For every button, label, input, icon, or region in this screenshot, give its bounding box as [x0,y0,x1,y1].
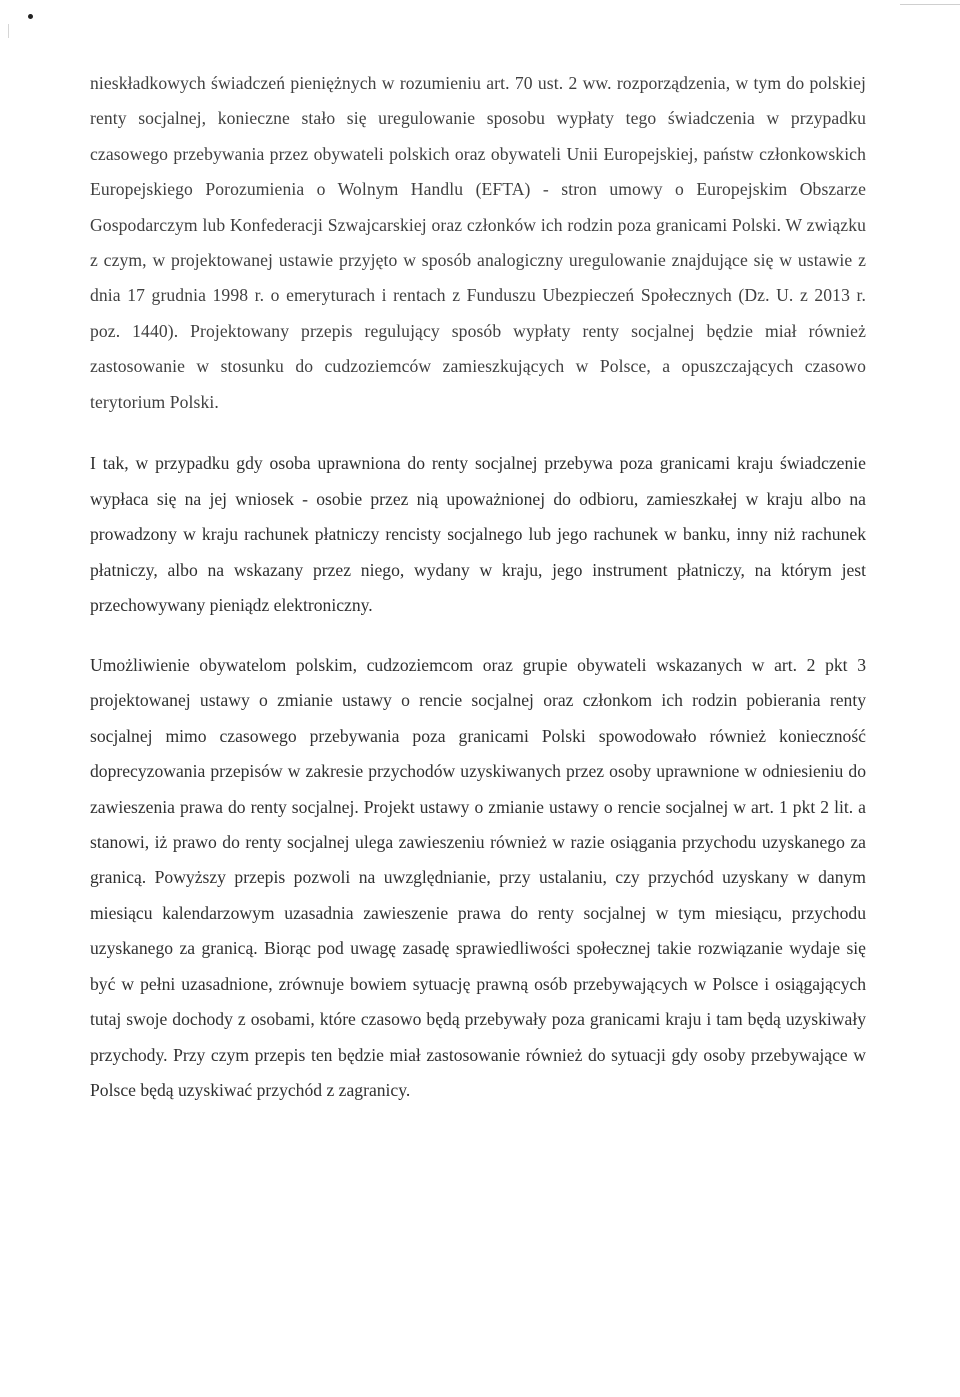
paragraph-3: Umożliwienie obywatelom polskim, cudzoziemcom oraz grupie obywateli wskazanych w art. 2 pkt 3 projektowanej ustawy o zmianie ustawy o rencie socjalnej oraz członkom ich rodzin pobierania renty socjalnej mimo czasowego przebywania poza granicami Polski spowodowało również konieczność doprecyzowania przepisów w zakresie przychodów uzyskiwanych przez osoby uprawnione w odniesieniu do zawieszenia prawa do renty socjalnej. Projekt ustawy o zmianie ustawy o rencie socjalnej w art. 1 pkt 2 lit. a stanowi, iż prawo do renty socjalnej ulega zawieszeniu również w razie osiągania przychodu uzyskanego za granicą. Powyższy przepis pozwoli na uwzględnianie, przy ustalaniu, czy przychód uzyskany w danym miesiącu kalendarzowym uzasadnia zawieszenie prawa do renty socjalnej w tym miesiącu, przychodu uzyskanego za granicą. Biorąc pod uwagę zasadę sprawiedliwości społecznej takie rozwiązanie wydaje się być w pełni uzasadnione, zrównuje bowiem sytuację prawną osób przebywających w Polsce i osiągających tutaj swoje dochody z osobami, które czasowo będą przebywały poza granicami kraju i tam będą uzyskiwały przychody. Przy czym przepis ten będzie miał zastosowanie również do sytuacji gdy osoby przebywające w Polsce będą uzyskiwać przychód z zagranicy. [90,655,866,1100]
paragraph-2: I tak, w przypadku gdy osoba uprawniona do renty socjalnej przebywa poza granicami kraju świadczenie wypłaca się na jej wniosek - osobie przez nią upoważnionej do odbioru, zamieszkałej w kraju albo na prowadzony w kraju rachunek płatniczy rencisty socjalnego lub jego rachunek w banku, inny niż rachunek płatniczy, albo na wskazany przez niego, wydany w kraju, jego instrument płatniczy, na którym jest przechowywany pieniądz elektroniczny. [90,453,866,616]
scan-mark-tick [8,24,9,38]
paragraph-1: nieskładkowych świadczeń pieniężnych w rozumieniu art. 70 ust. 2 ww. rozporządzenia, w tym do polskiej renty socjalnej, konieczne stało się uregulowanie sposobu wypłaty tego świadczenia w przypadku czasowego przebywania przez obywateli polskich oraz obywateli Unii Europejskiej, państw członkowskich Europejskiego Porozumienia o Wolnym Handlu (EFTA) - stron umowy o Europejskim Obszarze Gospodarczym lub Konfederacji Szwajcarskiej oraz członków ich rodzin poza granicami Polski. W związku z czym, w projektowanej ustawie przyjęto w sposób analogiczny uregulowanie znajdujące się w ustawie z dnia 17 grudnia 1998 r. o emeryturach i rentach z Funduszu Ubezpieczeń Społecznych (Dz. U. z 2013 r. poz. 1440). Projektowany przepis regulujący sposób wypłaty renty socjalnej będzie miał również zastosowanie w stosunku do cudzoziemców zamieszkujących w Polsce, a opuszczających czasowo terytorium Polski. [90,73,866,412]
scan-mark-line [900,4,960,5]
document-body [90,66,866,1108]
scan-mark-dot [28,14,33,19]
